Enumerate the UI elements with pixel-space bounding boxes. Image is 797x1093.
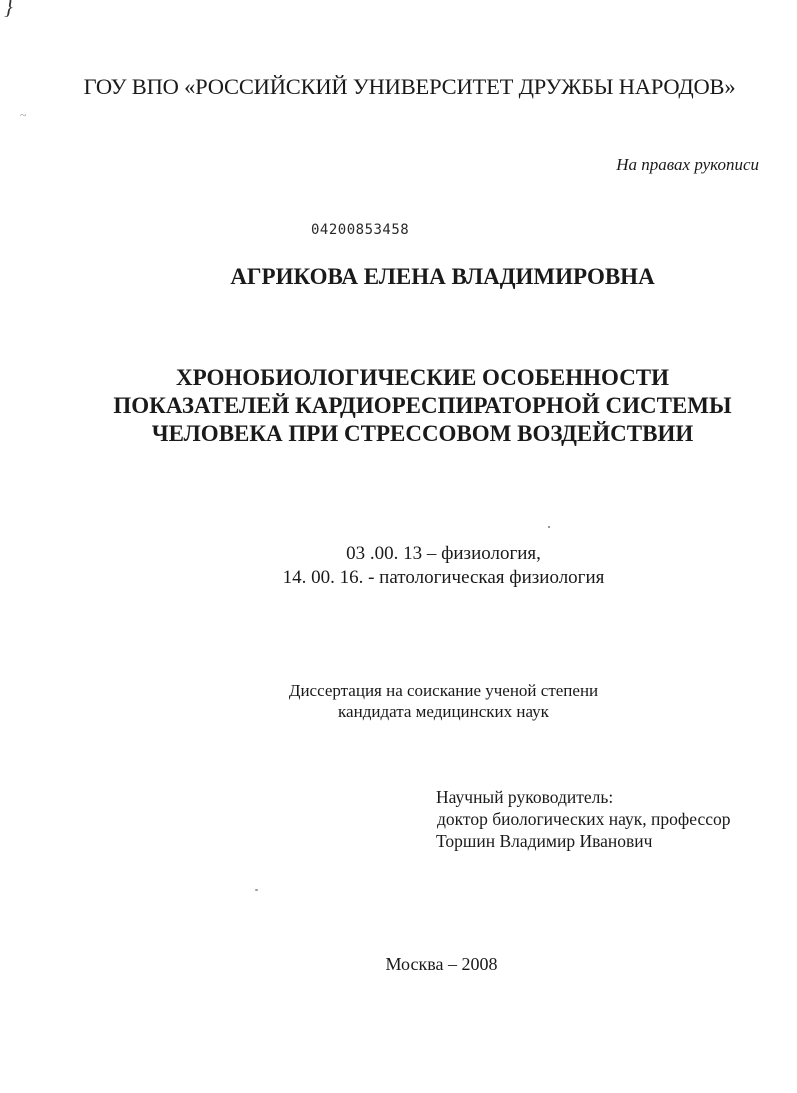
author-name: АГРИКОВА ЕЛЕНА ВЛАДИМИРОВНА — [230, 264, 655, 289]
library-stamp-number: 04200853458 — [311, 222, 410, 238]
specialty-line: 14. 00. 16. - патологическая физиология — [282, 567, 605, 588]
supervisor-position: доктор биологических наук, профессор — [437, 809, 731, 829]
degree-line: кандидата медицинских наук — [338, 702, 549, 721]
scan-speck — [548, 526, 550, 528]
specialty-codes — [0, 542, 797, 590]
dissertation-title — [0, 364, 797, 448]
degree-statement — [0, 680, 797, 722]
title-line: ХРОНОБИОЛОГИЧЕСКИЕ ОСОБЕННОСТИ — [175, 365, 670, 390]
supervisor-label: Научный руководитель: — [436, 787, 614, 807]
manuscript-rights-note: На правах рукописи — [616, 155, 759, 174]
supervisor-name: Торшин Владимир Иванович — [436, 831, 653, 851]
corner-scan-mark: } — [4, 0, 13, 19]
scientific-supervisor — [436, 786, 730, 852]
margin-scan-mark: ~ — [20, 108, 27, 122]
university-name-text: ГОУ ВПО «РОССИЙСКИЙ УНИВЕРСИТЕТ ДРУЖБЫ НАРОДОВ» — [83, 74, 736, 99]
scan-speck — [255, 889, 258, 891]
city-year: Москва – 2008 — [385, 954, 498, 974]
university-name — [0, 74, 797, 100]
title-line: ЧЕЛОВЕКА ПРИ СТРЕССОВОМ ВОЗДЕЙСТВИИ — [151, 421, 694, 446]
degree-line: Диссертация на соискание ученой степени — [288, 681, 599, 700]
title-line: ПОКАЗАТЕЛЕЙ КАРДИОРЕСПИРАТОРНОЙ СИСТЕМЫ — [113, 393, 732, 418]
specialty-line: 03 .00. 13 – физиология, — [346, 543, 541, 564]
